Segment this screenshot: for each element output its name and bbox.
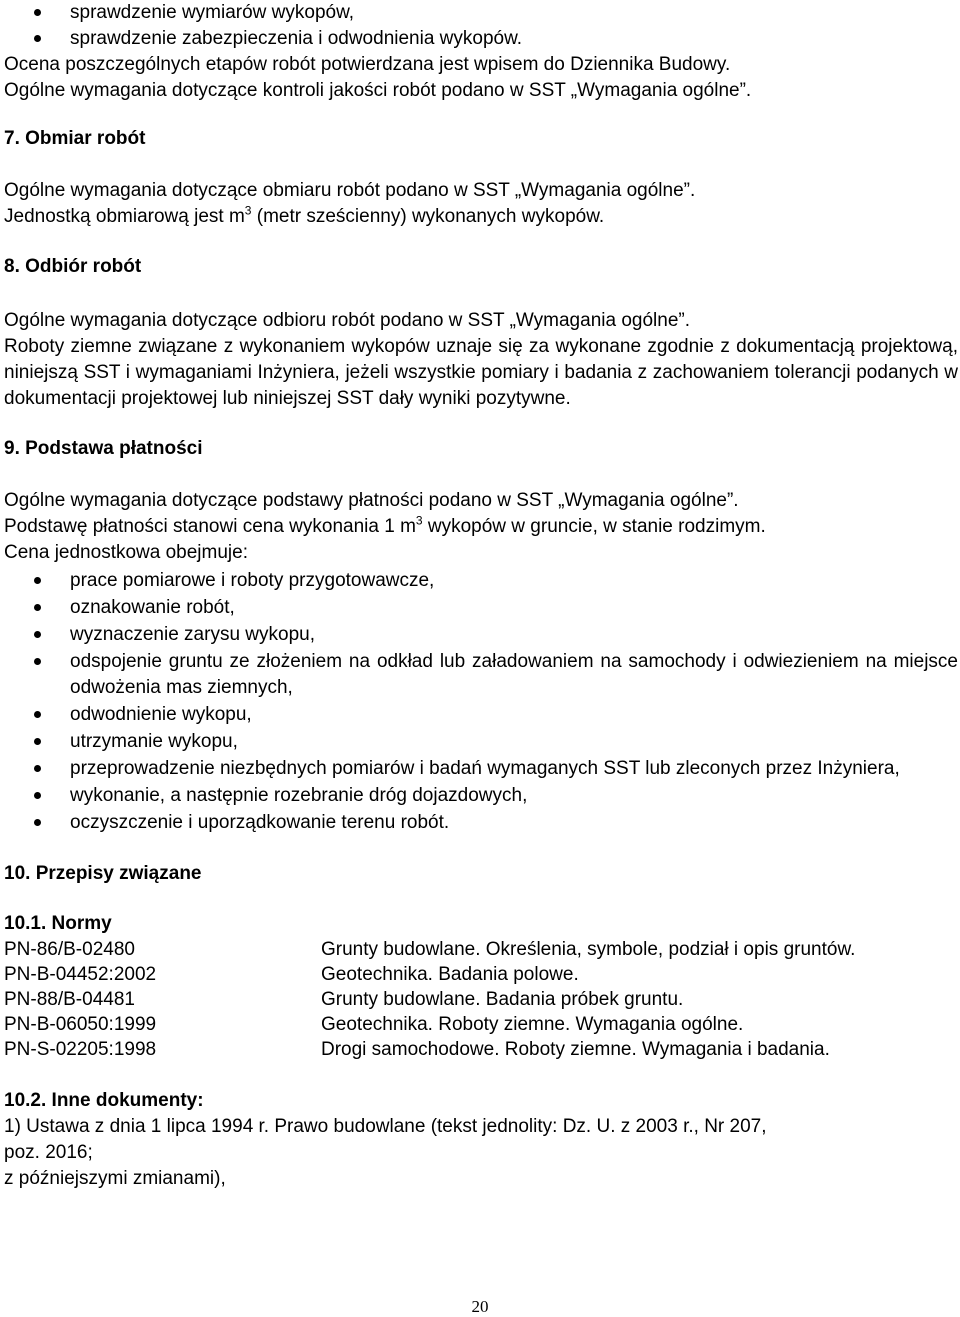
document-page bbox=[4, 0, 958, 1192]
doc-line: poz. 2016; bbox=[4, 1142, 93, 1163]
norms-table bbox=[4, 937, 958, 1062]
section-10-2-heading: 10.2. Inne dokumenty: bbox=[4, 1090, 204, 1111]
bullet-icon bbox=[34, 9, 41, 16]
s7-line2: Jednostką obmiarową jest $m^3$ (metr sześcienny) wykonanych wykopów. bbox=[4, 203, 605, 227]
s9-line3: Cena jednostkowa obejmuje: bbox=[4, 542, 248, 563]
s9-line1: Ogólne wymagania dotyczące podstawy płatności podano w SST „Wymagania ogólne”. bbox=[4, 490, 739, 511]
norm-title: Geotechnika. Badania polowe. bbox=[321, 964, 579, 985]
doc-line: 1) Ustawa z dnia 1 lipca 1994 r. Prawo budowlane (tekst jednolity: Dz. U. z 2003 r., Nr 207, bbox=[4, 1116, 767, 1137]
list-item: oznakowanie robót, bbox=[4, 595, 958, 621]
table-row bbox=[4, 962, 958, 987]
top-bullet-list bbox=[4, 0, 958, 52]
list-item: wykonanie, a następnie rozebranie dróg dojazdowych, bbox=[4, 783, 958, 809]
s8-line1: Ogólne wymagania dotyczące odbioru robót podano w SST „Wymagania ogólne”. bbox=[4, 310, 690, 331]
norm-title: Grunty budowlane. Określenia, symbole, podział i opis gruntów. bbox=[321, 939, 856, 960]
s9-bullet-list bbox=[4, 568, 958, 836]
list-item: utrzymanie wykopu, bbox=[4, 729, 958, 755]
list-item: odspojenie gruntu ze złożeniem na odkład lub załadowaniem na samochody i odwiezieniem na miejsce odwożenia mas ziemnych, bbox=[4, 649, 958, 701]
bullet-icon bbox=[34, 658, 41, 665]
bullet-icon bbox=[34, 35, 41, 42]
norm-code: PN-88/B-04481 bbox=[4, 989, 135, 1010]
list-item: sprawdzenie zabezpieczenia i odwodnienia wykopów. bbox=[4, 26, 958, 52]
bullet-icon bbox=[34, 792, 41, 799]
s7-line1: Ogólne wymagania dotyczące obmiaru robót podano w SST „Wymagania ogólne”. bbox=[4, 180, 696, 201]
table-row bbox=[4, 937, 958, 962]
bullet-icon bbox=[34, 631, 41, 638]
norm-title: Drogi samochodowe. Roboty ziemne. Wymagania i badania. bbox=[321, 1039, 830, 1060]
intro-line: Ocena poszczególnych etapów robót potwierdzana jest wpisem do Dziennika Budowy. bbox=[4, 54, 731, 75]
section-7-heading: 7. Obmiar robót bbox=[4, 128, 146, 149]
bullet-icon bbox=[34, 604, 41, 611]
norm-code: PN-B-06050:1999 bbox=[4, 1014, 157, 1035]
list-item: oczyszczenie i uporządkowanie terenu robót. bbox=[4, 810, 958, 836]
section-10-heading: 10. Przepisy związane bbox=[4, 863, 202, 884]
list-item: sprawdzenie wymiarów wykopów, bbox=[4, 0, 958, 26]
table-row bbox=[4, 1012, 958, 1037]
table-row bbox=[4, 1037, 958, 1062]
section-9-heading: 9. Podstawa płatności bbox=[4, 438, 203, 459]
doc-line: z późniejszymi zmianami), bbox=[4, 1168, 226, 1189]
bullet-icon bbox=[34, 577, 41, 584]
norm-code: PN-S-02205:1998 bbox=[4, 1039, 157, 1060]
page-number: 20 bbox=[471, 1297, 489, 1316]
list-item: odwodnienie wykopu, bbox=[4, 702, 958, 728]
bullet-icon bbox=[34, 819, 41, 826]
section-8-heading: 8. Odbiór robót bbox=[4, 256, 142, 277]
norm-title: Grunty budowlane. Badania próbek gruntu. bbox=[321, 989, 684, 1010]
list-item: wyznaczenie zarysu wykopu, bbox=[4, 622, 958, 648]
list-item: prace pomiarowe i roboty przygotowawcze, bbox=[4, 568, 958, 594]
bullet-icon bbox=[34, 765, 41, 772]
list-item: przeprowadzenie niezbędnych pomiarów i badań wymaganych SST lub zleconych przez Inżyniera, bbox=[4, 756, 958, 782]
norm-title: Geotechnika. Roboty ziemne. Wymagania ogólne. bbox=[321, 1014, 744, 1035]
table-row bbox=[4, 987, 958, 1012]
s9-line2: Podstawę płatności stanowi cena wykonania 1 $m^3$ wykopów w gruncie, w stanie rodzimym. bbox=[4, 513, 766, 537]
section-10-1-heading: 10.1. Normy bbox=[4, 913, 112, 934]
bullet-icon bbox=[34, 738, 41, 745]
norm-code: PN-86/B-02480 bbox=[4, 939, 135, 960]
norm-code: PN-B-04452:2002 bbox=[4, 964, 157, 985]
intro-line: Ogólne wymagania dotyczące kontroli jakości robót podano w SST „Wymagania ogólne”. bbox=[4, 80, 752, 101]
bullet-icon bbox=[34, 711, 41, 718]
s8-paragraph: Roboty ziemne związane z wykonaniem wykopów uznaje się za wykonane zgodnie z dokumentacją projektową, niniejszą SST i wymaganiami Inżyniera, jeżeli wszystkie pomiary i badania z zachowaniem tolerancji podanych w dokumentacji projektowej lub niniejszej SST dały wyniki pozytywne. bbox=[4, 336, 958, 409]
